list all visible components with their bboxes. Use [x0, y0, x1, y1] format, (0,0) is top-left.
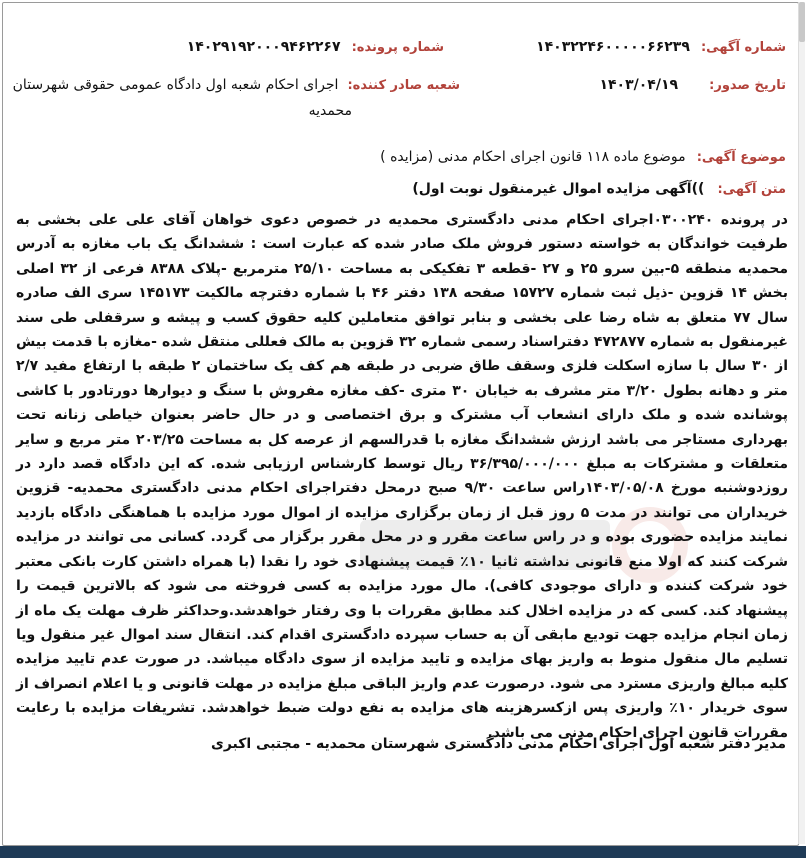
issuing-branch-line2: محمدیه: [308, 103, 352, 119]
subject-label: موضوع آگهی:: [696, 150, 786, 165]
case-number-row: [187, 36, 444, 55]
ad-number-row: [536, 36, 786, 55]
issuing-branch-label: شعبه صادر کننده:: [347, 78, 460, 93]
issue-date-row: [599, 74, 786, 93]
ad-text-row: [412, 178, 786, 197]
ad-body-text: در پرونده ۰۳۰۰۲۴۰اجرای احکام مدنی دادگستری محمدیه در خصوص دعوی خواهان آقای علی علی بخشی به طرفیت خواندگان به خواسته دستور فروش ملک صادر شده که عبارت است : ششدانگ یک باب مغازه به آدرس محمدیه منطقه ۵-بین سرو ۲۵ و ۲۷ -قطعه ۳ تفکیکی به مساحت ۲۵/۱۰ مترمربع -پلاک ۸۳۸۸ فرعی از ۳۲ اصلی بخش ۱۴ قزوین -ذیل ثبت شماره ۱۵۷۲۷ صفحه ۱۳۸ دفتر ۴۶ با شماره دفترچه مالکیت ۱۴۵۱۷۳ سری الف صادره سال ۷۷ متعلق به شاه رضا علی بخشی و بنابر توافق متعاملین کلیه حقوق کسب و پیشه و سرقفلی طی سند غیرمنقول به شماره ۴۷۲۸۷۷ دفتراسناد رسمی شماره ۳۲ قزوین به مالک فعللی منتقل شده -مغازه با قدمت بیش از ۳۰ سال با سازه اسکلت فلزی وسقف طاق ضربی در طبقه هم کف یک ساختمان ۲ طبقه با ارتفاع مفید ۲/۷ متر و دهانه بطول ۳/۲۰ متر مشرف به خیابان ۳۰ متری -کف مغازه مفروش با سنگ و دیوارها دورتادور با کاشی پوشانده شده و ملک دارای انشعاب آب مشترک و برق اختصاصی و در حال حاضر بعنوان خیاطی زنانه تحت بهرداری مستاجر می باشد ارزش ششدانگ مغازه با قدرالسهم از عرصه کل به مساحت ۲۰۳/۲۵ متر مربع و سایر متعلقات و مشترکات به مبلغ ۳۶/۳۹۵/۰۰۰/۰۰۰ ریال توسط کارشناس ارزیابی شده. که این دادگاه قصد دارد در روزدوشنبه مورخ ۱۴۰۳/۰۵/۰۸راس ساعت ۹/۳۰ صبح درمحل دفتراجرای احکام مدنی دادگستری محمدیه- قزوین خریداران می توانند در مدت ۵ روز قبل از زمان برگزاری مزایده از اموال مورد مزایده با هماهنگی دادگاه بازدید نمایند مزایده حضوری بوده و در راس ساعت مقرر و در محل مقرر برگزار می گردد. کسانی می توانند در مزایده شرکت کنند که اولا منع قانونی نداشته ثانیا ۱۰٪ قیمت پیشنهادی خود را نقدا (با همراه داشتن کارت بانکی معتبر خود شرکت کننده و دارای موجودی کافی). مال مورد مزایده به کسی فروخته می شود که بالاترین قیمت را پیشنهاد کند. کسی که در مزایده اخلال کند مطابق مقررات با وی رفتار خواهدشد.وحداکثر ظرف مهلت یک ماه از زمان انجام مزایده جهت تودیع مابقی آن به حساب سپرده دادگستری اقدام کند. انتقال سند اموال غیر منقول ویا تسلیم مال منقول منوط به واریز بهای مزایده و تایید مزایده از سوی دادگاه میباشد. در صورت عدم تایید مزایده کلیه مبالغ واریزی مسترد می شود. درصورت عدم واریز الباقی مبلغ مزایده در مهلت قانونی و یا اعلام انصراف از سوی خریدار ۱۰٪ واریزی پس ازکسرهزینه های مزایده به نفع دولت ضبط خواهدشد. تشریفات مزایده با رعایت مقررات قانون اجرای احکام مدنی می باشد.: [16, 212, 789, 741]
case-number-value: ۱۴۰۲۹۱۹۲۰۰۰۹۴۶۲۲۶۷: [186, 39, 341, 55]
ad-text-title: ))آگهی مزایده اموال غیرمنقول نوبت اول): [412, 181, 705, 197]
ad-number-value: ۱۴۰۳۲۲۴۶۰۰۰۰۰۶۶۲۳۹: [536, 39, 690, 55]
scrollbar-thumb[interactable]: [799, 2, 805, 42]
subject-row: [380, 146, 786, 165]
issue-date-value: ۱۴۰۳/۰۴/۱۹: [599, 77, 679, 93]
ad-text-label: متن آگهی:: [717, 182, 786, 197]
signature-line: مدیر دفتر شعبه اول اجرای احکام مدنی دادگستری شهرستان محمدیه - مجتبی اکبری: [210, 736, 786, 752]
footer-bar: [0, 846, 806, 858]
case-number-label: شماره پرونده:: [351, 40, 444, 55]
subject-value: موضوع ماده ۱۱۸ قانون اجرای احکام مدنی (مزایده ): [380, 149, 686, 165]
issuing-branch-line2-row: [309, 100, 352, 119]
issue-date-label: تاریخ صدور:: [709, 78, 786, 93]
issuing-branch-line1: اجرای احکام شعبه اول دادگاه عمومی حقوقی شهرستان: [12, 77, 339, 93]
issuing-branch-row: [13, 74, 460, 93]
ad-number-label: شماره آگهی:: [700, 40, 786, 55]
vertical-scrollbar[interactable]: [798, 2, 805, 844]
